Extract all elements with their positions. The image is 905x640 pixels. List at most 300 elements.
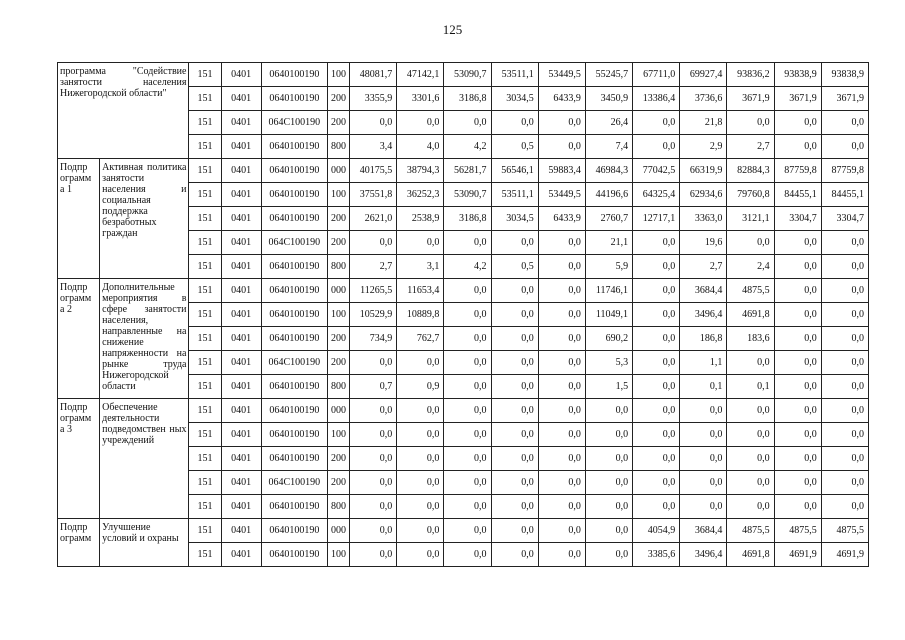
- amount-cell: 0,0: [444, 231, 491, 255]
- amount-cell: 7,4: [585, 135, 632, 159]
- amount-cell: 0,0: [633, 447, 680, 471]
- expense-type-cell: 200: [327, 231, 349, 255]
- amount-cell: 0,0: [633, 423, 680, 447]
- section-code-cell: 0401: [221, 399, 261, 423]
- target-article-cell: 064С100190: [261, 111, 327, 135]
- amount-cell: 53449,5: [538, 63, 585, 87]
- amount-cell: 0,0: [397, 111, 444, 135]
- ministry-code-cell: 151: [189, 495, 221, 519]
- amount-cell: 0,0: [350, 111, 397, 135]
- ministry-code-cell: 151: [189, 63, 221, 87]
- amount-cell: 87759,8: [774, 159, 821, 183]
- amount-cell: 0,0: [727, 111, 774, 135]
- amount-cell: 0,0: [397, 231, 444, 255]
- target-article-cell: 0640100190: [261, 87, 327, 111]
- ministry-code-cell: 151: [189, 135, 221, 159]
- amount-cell: 0,0: [727, 423, 774, 447]
- amount-cell: 0,0: [585, 423, 632, 447]
- amount-cell: 0,0: [491, 111, 538, 135]
- section-code-cell: 0401: [221, 183, 261, 207]
- budget-table: [57, 62, 869, 567]
- amount-cell: 2538,9: [397, 207, 444, 231]
- amount-cell: 0,0: [633, 279, 680, 303]
- amount-cell: 0,0: [821, 135, 868, 159]
- amount-cell: 0,0: [774, 471, 821, 495]
- amount-cell: 0,7: [350, 375, 397, 399]
- amount-cell: 0,0: [491, 279, 538, 303]
- section-code-cell: 0401: [221, 423, 261, 447]
- target-article-cell: 064С100190: [261, 471, 327, 495]
- amount-cell: 0,0: [491, 495, 538, 519]
- amount-cell: 0,0: [585, 447, 632, 471]
- amount-cell: 4,0: [397, 135, 444, 159]
- amount-cell: 734,9: [350, 327, 397, 351]
- expense-type-cell: 200: [327, 327, 349, 351]
- amount-cell: 44196,6: [585, 183, 632, 207]
- amount-cell: 21,1: [585, 231, 632, 255]
- amount-cell: 0,0: [774, 495, 821, 519]
- amount-cell: 0,0: [491, 423, 538, 447]
- amount-cell: 47142,1: [397, 63, 444, 87]
- amount-cell: 3034,5: [491, 207, 538, 231]
- target-article-cell: 0640100190: [261, 447, 327, 471]
- amount-cell: 2621,0: [350, 207, 397, 231]
- amount-cell: 0,0: [821, 495, 868, 519]
- amount-cell: 3121,1: [727, 207, 774, 231]
- target-article-cell: 0640100190: [261, 495, 327, 519]
- amount-cell: 0,0: [538, 279, 585, 303]
- target-article-cell: 064С100190: [261, 231, 327, 255]
- section-code-cell: 0401: [221, 495, 261, 519]
- target-article-cell: 064С100190: [261, 351, 327, 375]
- amount-cell: 0,0: [774, 399, 821, 423]
- ministry-code-cell: 151: [189, 399, 221, 423]
- amount-cell: 4691,8: [727, 303, 774, 327]
- table-row: [58, 399, 869, 423]
- amount-cell: 2,9: [680, 135, 727, 159]
- amount-cell: 62934,6: [680, 183, 727, 207]
- target-article-cell: 0640100190: [261, 135, 327, 159]
- ministry-code-cell: 151: [189, 471, 221, 495]
- amount-cell: 0,0: [538, 255, 585, 279]
- amount-cell: 5,3: [585, 351, 632, 375]
- amount-cell: 0,0: [680, 423, 727, 447]
- amount-cell: 26,4: [585, 111, 632, 135]
- expense-type-cell: 100: [327, 423, 349, 447]
- amount-cell: 0,0: [821, 279, 868, 303]
- expense-type-cell: 000: [327, 519, 349, 543]
- amount-cell: 2,4: [727, 255, 774, 279]
- subprogram-kind-cell: Подпр ограмм а 3: [58, 399, 100, 519]
- ministry-code-cell: 151: [189, 159, 221, 183]
- amount-cell: 93836,2: [727, 63, 774, 87]
- section-code-cell: 0401: [221, 63, 261, 87]
- amount-cell: 3186,8: [444, 207, 491, 231]
- expense-type-cell: 200: [327, 447, 349, 471]
- amount-cell: 0,0: [538, 447, 585, 471]
- ministry-code-cell: 151: [189, 543, 221, 567]
- expense-type-cell: 200: [327, 87, 349, 111]
- amount-cell: 0,0: [774, 135, 821, 159]
- amount-cell: 0,0: [491, 519, 538, 543]
- amount-cell: 0,0: [491, 351, 538, 375]
- section-code-cell: 0401: [221, 231, 261, 255]
- expense-type-cell: 200: [327, 207, 349, 231]
- amount-cell: 36252,3: [397, 183, 444, 207]
- amount-cell: 0,0: [727, 399, 774, 423]
- amount-cell: 0,0: [491, 375, 538, 399]
- amount-cell: 0,0: [585, 471, 632, 495]
- amount-cell: 186,8: [680, 327, 727, 351]
- amount-cell: 3684,4: [680, 519, 727, 543]
- amount-cell: 77042,5: [633, 159, 680, 183]
- amount-cell: 2,7: [350, 255, 397, 279]
- amount-cell: 4875,5: [727, 279, 774, 303]
- amount-cell: 3355,9: [350, 87, 397, 111]
- expense-type-cell: 100: [327, 183, 349, 207]
- amount-cell: 3385,6: [633, 543, 680, 567]
- amount-cell: 0,0: [350, 399, 397, 423]
- amount-cell: 0,0: [727, 447, 774, 471]
- target-article-cell: 0640100190: [261, 519, 327, 543]
- amount-cell: 0,0: [538, 111, 585, 135]
- section-code-cell: 0401: [221, 447, 261, 471]
- amount-cell: 0,0: [633, 135, 680, 159]
- amount-cell: 0,0: [397, 543, 444, 567]
- amount-cell: 0,0: [727, 471, 774, 495]
- ministry-code-cell: 151: [189, 255, 221, 279]
- target-article-cell: 0640100190: [261, 375, 327, 399]
- amount-cell: 48081,7: [350, 63, 397, 87]
- amount-cell: 12717,1: [633, 207, 680, 231]
- amount-cell: 3304,7: [821, 207, 868, 231]
- target-article-cell: 0640100190: [261, 159, 327, 183]
- amount-cell: 3,1: [397, 255, 444, 279]
- amount-cell: 0,0: [727, 495, 774, 519]
- amount-cell: 0,0: [444, 351, 491, 375]
- table-row: [58, 519, 869, 543]
- amount-cell: 0,0: [444, 543, 491, 567]
- amount-cell: 0,1: [727, 375, 774, 399]
- amount-cell: 10889,8: [397, 303, 444, 327]
- amount-cell: 0,0: [774, 375, 821, 399]
- amount-cell: 0,0: [538, 327, 585, 351]
- amount-cell: 0,0: [491, 399, 538, 423]
- amount-cell: 0,0: [444, 375, 491, 399]
- amount-cell: 0,0: [444, 471, 491, 495]
- amount-cell: 0,0: [491, 231, 538, 255]
- target-article-cell: 0640100190: [261, 63, 327, 87]
- amount-cell: 0,0: [538, 471, 585, 495]
- amount-cell: 53511,1: [491, 183, 538, 207]
- subprogram-name-cell: [100, 399, 189, 519]
- amount-cell: 19,6: [680, 231, 727, 255]
- target-article-cell: 0640100190: [261, 255, 327, 279]
- amount-cell: 4875,5: [774, 519, 821, 543]
- amount-cell: 4,2: [444, 135, 491, 159]
- expense-type-cell: 100: [327, 543, 349, 567]
- amount-cell: 0,0: [633, 351, 680, 375]
- target-article-cell: 0640100190: [261, 207, 327, 231]
- amount-cell: 0,0: [633, 399, 680, 423]
- section-code-cell: 0401: [221, 375, 261, 399]
- ministry-code-cell: 151: [189, 183, 221, 207]
- expense-type-cell: 200: [327, 471, 349, 495]
- amount-cell: 0,0: [821, 327, 868, 351]
- amount-cell: 0,0: [821, 231, 868, 255]
- amount-cell: 0,0: [538, 543, 585, 567]
- amount-cell: 0,0: [774, 303, 821, 327]
- amount-cell: 0,0: [774, 447, 821, 471]
- section-code-cell: 0401: [221, 255, 261, 279]
- subprogram-name-cell: [100, 279, 189, 399]
- ministry-code-cell: 151: [189, 351, 221, 375]
- target-article-cell: 0640100190: [261, 183, 327, 207]
- subprogram-name: Дополнительные мероприятия в сфере занятости населения, направленные на снижение напряженности на рынке труда Нижегородской области: [102, 282, 187, 392]
- amount-cell: 5,9: [585, 255, 632, 279]
- amount-cell: 53511,1: [491, 63, 538, 87]
- amount-cell: 46984,3: [585, 159, 632, 183]
- amount-cell: 0,0: [538, 423, 585, 447]
- amount-cell: 4691,8: [727, 543, 774, 567]
- amount-cell: 0,0: [585, 519, 632, 543]
- section-code-cell: 0401: [221, 207, 261, 231]
- ministry-code-cell: 151: [189, 375, 221, 399]
- amount-cell: 55245,7: [585, 63, 632, 87]
- expense-type-cell: 000: [327, 279, 349, 303]
- amount-cell: 84455,1: [774, 183, 821, 207]
- amount-cell: 2,7: [680, 255, 727, 279]
- amount-cell: 0,0: [397, 423, 444, 447]
- amount-cell: 0,0: [491, 303, 538, 327]
- table-row: [58, 279, 869, 303]
- amount-cell: 0,0: [821, 375, 868, 399]
- subprogram-name: Активная политика занятости населения и социальная поддержка безработных граждан: [102, 162, 187, 239]
- amount-cell: 0,0: [397, 399, 444, 423]
- amount-cell: 3496,4: [680, 543, 727, 567]
- amount-cell: 0,0: [397, 495, 444, 519]
- amount-cell: 0,0: [350, 471, 397, 495]
- section-code-cell: 0401: [221, 351, 261, 375]
- section-code-cell: 0401: [221, 303, 261, 327]
- amount-cell: 0,0: [585, 399, 632, 423]
- amount-cell: 4875,5: [821, 519, 868, 543]
- amount-cell: 84455,1: [821, 183, 868, 207]
- amount-cell: 0,0: [538, 135, 585, 159]
- amount-cell: 0,0: [538, 303, 585, 327]
- amount-cell: 21,8: [680, 111, 727, 135]
- amount-cell: 3496,4: [680, 303, 727, 327]
- subprogram-kind-cell: Подпр ограмм а 2: [58, 279, 100, 399]
- amount-cell: 87759,8: [821, 159, 868, 183]
- amount-cell: 1,1: [680, 351, 727, 375]
- amount-cell: 0,0: [444, 303, 491, 327]
- section-code-cell: 0401: [221, 87, 261, 111]
- amount-cell: 0,0: [538, 495, 585, 519]
- amount-cell: 0,0: [821, 111, 868, 135]
- amount-cell: 0,0: [680, 471, 727, 495]
- amount-cell: 0,0: [633, 231, 680, 255]
- amount-cell: 1,5: [585, 375, 632, 399]
- expense-type-cell: 800: [327, 135, 349, 159]
- amount-cell: 0,0: [444, 327, 491, 351]
- amount-cell: 56281,7: [444, 159, 491, 183]
- ministry-code-cell: 151: [189, 231, 221, 255]
- subprogram-name: Улучшение условий и охраны: [102, 522, 179, 544]
- amount-cell: 11653,4: [397, 279, 444, 303]
- amount-cell: 0,0: [821, 423, 868, 447]
- amount-cell: 6433,9: [538, 87, 585, 111]
- amount-cell: 0,0: [538, 519, 585, 543]
- amount-cell: 0,0: [680, 447, 727, 471]
- amount-cell: 66319,9: [680, 159, 727, 183]
- expense-type-cell: 000: [327, 159, 349, 183]
- amount-cell: 0,0: [774, 231, 821, 255]
- subprogram-kind-cell: Подпр ограмм: [58, 519, 100, 567]
- section-code-cell: 0401: [221, 519, 261, 543]
- amount-cell: 0,0: [350, 495, 397, 519]
- amount-cell: 0,0: [397, 447, 444, 471]
- amount-cell: 6433,9: [538, 207, 585, 231]
- amount-cell: 0,0: [633, 303, 680, 327]
- amount-cell: 0,0: [491, 327, 538, 351]
- amount-cell: 0,5: [491, 135, 538, 159]
- ministry-code-cell: 151: [189, 423, 221, 447]
- section-code-cell: 0401: [221, 327, 261, 351]
- ministry-code-cell: 151: [189, 207, 221, 231]
- amount-cell: 0,0: [444, 447, 491, 471]
- amount-cell: 0,0: [821, 447, 868, 471]
- amount-cell: 10529,9: [350, 303, 397, 327]
- amount-cell: 0,0: [538, 399, 585, 423]
- program-name-cell: [58, 63, 189, 159]
- amount-cell: 0,5: [491, 255, 538, 279]
- amount-cell: 93838,9: [774, 63, 821, 87]
- amount-cell: 0,0: [821, 471, 868, 495]
- amount-cell: 0,0: [444, 519, 491, 543]
- amount-cell: 3301,6: [397, 87, 444, 111]
- amount-cell: 11265,5: [350, 279, 397, 303]
- amount-cell: 0,0: [633, 327, 680, 351]
- amount-cell: 0,0: [774, 255, 821, 279]
- amount-cell: 0,0: [585, 543, 632, 567]
- section-code-cell: 0401: [221, 159, 261, 183]
- amount-cell: 3736,6: [680, 87, 727, 111]
- amount-cell: 64325,4: [633, 183, 680, 207]
- amount-cell: 3186,8: [444, 87, 491, 111]
- section-code-cell: 0401: [221, 111, 261, 135]
- amount-cell: 38794,3: [397, 159, 444, 183]
- expense-type-cell: 800: [327, 375, 349, 399]
- subprogram-kind-cell: Подпр ограмм а 1: [58, 159, 100, 279]
- expense-type-cell: 800: [327, 495, 349, 519]
- amount-cell: 0,0: [774, 351, 821, 375]
- amount-cell: 56546,1: [491, 159, 538, 183]
- amount-cell: 2760,7: [585, 207, 632, 231]
- expense-type-cell: 800: [327, 255, 349, 279]
- ministry-code-cell: 151: [189, 303, 221, 327]
- section-code-cell: 0401: [221, 279, 261, 303]
- amount-cell: 3,4: [350, 135, 397, 159]
- amount-cell: 0,0: [350, 231, 397, 255]
- amount-cell: 0,0: [680, 399, 727, 423]
- target-article-cell: 0640100190: [261, 399, 327, 423]
- section-code-cell: 0401: [221, 543, 261, 567]
- amount-cell: 3671,9: [774, 87, 821, 111]
- amount-cell: 3671,9: [727, 87, 774, 111]
- amount-cell: 0,0: [444, 399, 491, 423]
- amount-cell: 3363,0: [680, 207, 727, 231]
- amount-cell: 0,1: [680, 375, 727, 399]
- amount-cell: 0,0: [350, 519, 397, 543]
- amount-cell: 53449,5: [538, 183, 585, 207]
- amount-cell: 53090,7: [444, 63, 491, 87]
- amount-cell: 0,0: [585, 495, 632, 519]
- ministry-code-cell: 151: [189, 87, 221, 111]
- amount-cell: 183,6: [727, 327, 774, 351]
- target-article-cell: 0640100190: [261, 279, 327, 303]
- amount-cell: 690,2: [585, 327, 632, 351]
- amount-cell: 79760,8: [727, 183, 774, 207]
- amount-cell: 0,0: [774, 279, 821, 303]
- amount-cell: 0,0: [727, 351, 774, 375]
- amount-cell: 0,0: [538, 351, 585, 375]
- amount-cell: 0,0: [774, 327, 821, 351]
- amount-cell: 13386,4: [633, 87, 680, 111]
- table-row: [58, 63, 869, 87]
- target-article-cell: 0640100190: [261, 543, 327, 567]
- ministry-code-cell: 151: [189, 111, 221, 135]
- amount-cell: 0,0: [491, 471, 538, 495]
- amount-cell: 0,0: [444, 495, 491, 519]
- ministry-code-cell: 151: [189, 279, 221, 303]
- amount-cell: 0,0: [350, 543, 397, 567]
- amount-cell: 0,0: [633, 255, 680, 279]
- amount-cell: 0,0: [491, 543, 538, 567]
- amount-cell: 0,0: [680, 495, 727, 519]
- amount-cell: 0,0: [821, 255, 868, 279]
- amount-cell: 67711,0: [633, 63, 680, 87]
- amount-cell: 0,0: [774, 423, 821, 447]
- amount-cell: 0,0: [821, 303, 868, 327]
- amount-cell: 69927,4: [680, 63, 727, 87]
- program-name: программа "Содействие занятости населения Нижегородской области": [60, 66, 187, 99]
- amount-cell: 0,0: [350, 351, 397, 375]
- amount-cell: 4,2: [444, 255, 491, 279]
- amount-cell: 11746,1: [585, 279, 632, 303]
- amount-cell: 3671,9: [821, 87, 868, 111]
- amount-cell: 4875,5: [727, 519, 774, 543]
- amount-cell: 0,0: [491, 447, 538, 471]
- amount-cell: 0,0: [727, 231, 774, 255]
- amount-cell: 82884,3: [727, 159, 774, 183]
- expense-type-cell: 100: [327, 63, 349, 87]
- amount-cell: 3450,9: [585, 87, 632, 111]
- amount-cell: 40175,5: [350, 159, 397, 183]
- ministry-code-cell: 151: [189, 519, 221, 543]
- table-row: [58, 159, 869, 183]
- amount-cell: 0,9: [397, 375, 444, 399]
- amount-cell: 0,0: [444, 111, 491, 135]
- amount-cell: 37551,8: [350, 183, 397, 207]
- expense-type-cell: 200: [327, 351, 349, 375]
- expense-type-cell: 000: [327, 399, 349, 423]
- subprogram-name-cell: [100, 159, 189, 279]
- amount-cell: 11049,1: [585, 303, 632, 327]
- ministry-code-cell: 151: [189, 327, 221, 351]
- amount-cell: 0,0: [350, 447, 397, 471]
- amount-cell: 4691,9: [774, 543, 821, 567]
